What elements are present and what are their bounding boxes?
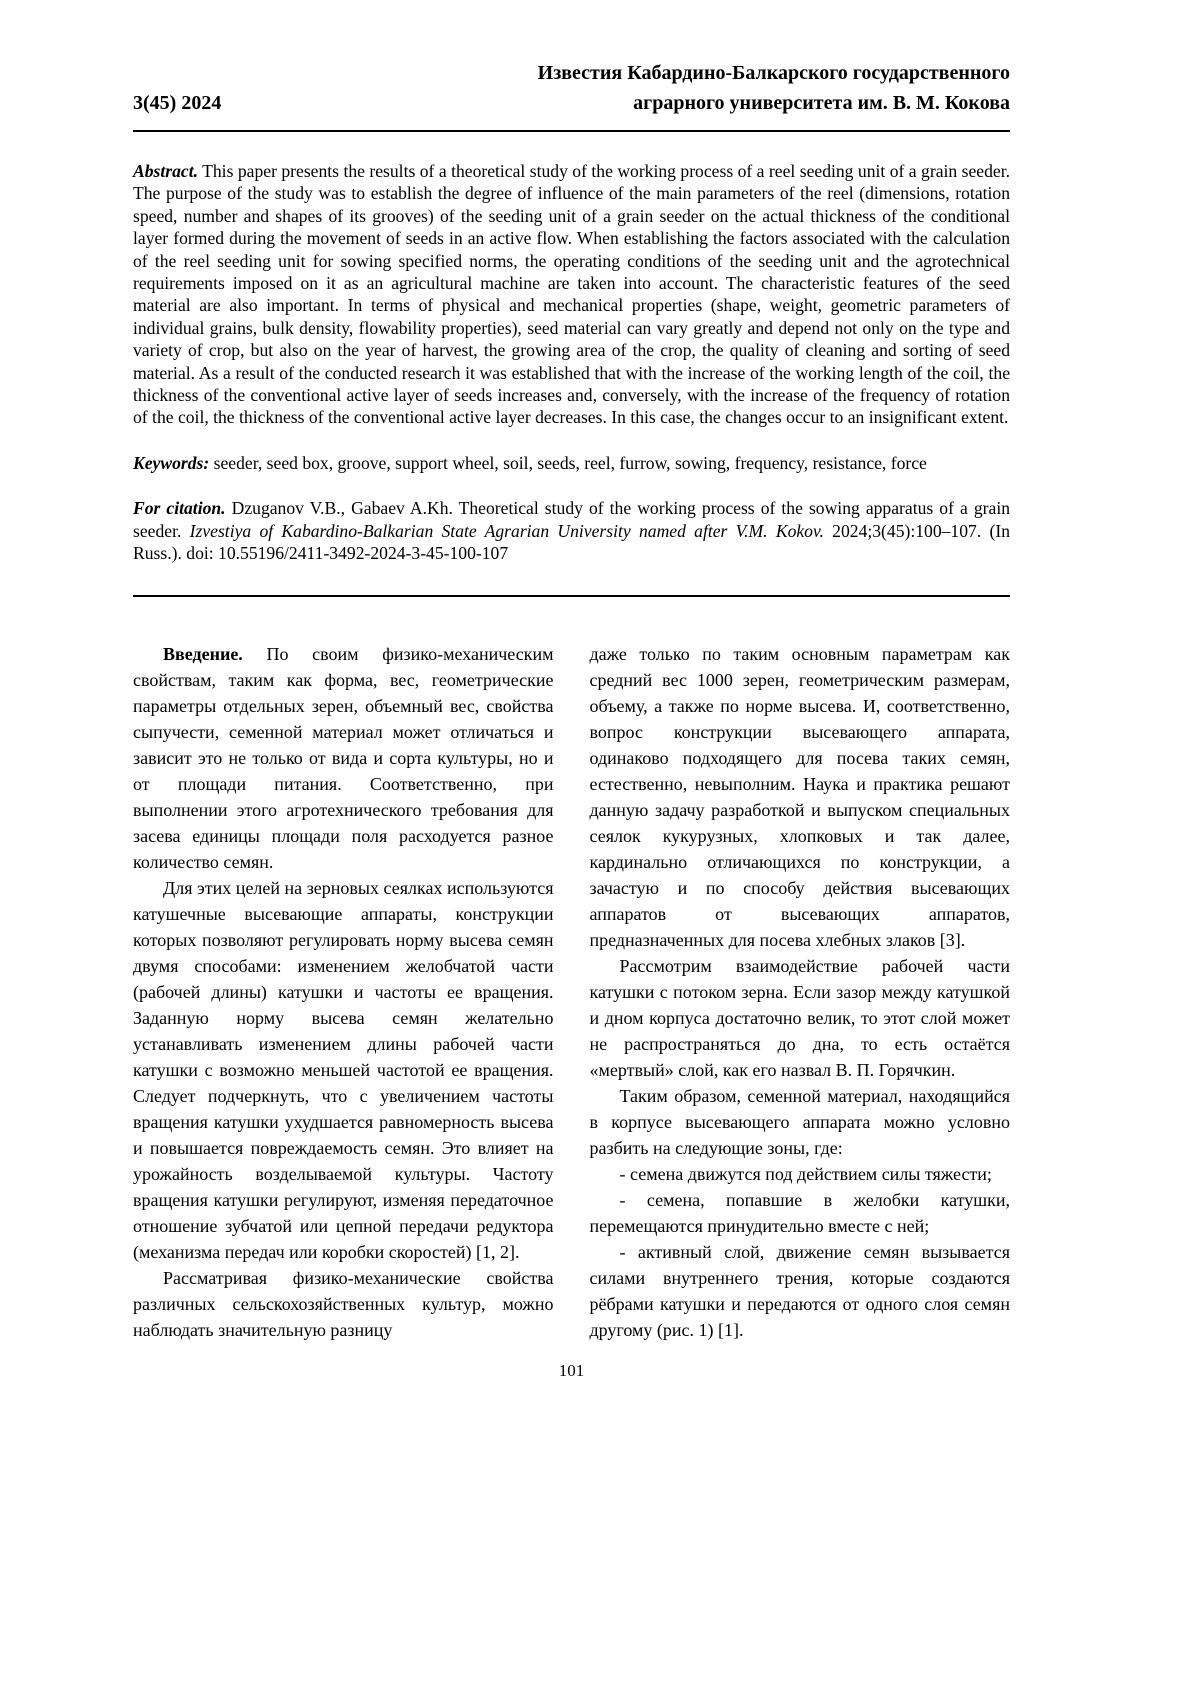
left-column: [133, 641, 554, 1343]
header-divider: [133, 130, 1010, 132]
section-divider: [133, 595, 1010, 597]
keywords-paragraph: [133, 452, 1010, 474]
paragraph: Таким образом, семенной материал, находящийся в корпусе высевающего аппарата можно условно разбить на следующие зоны, где:: [589, 1085, 1010, 1158]
article-body: [133, 641, 1010, 1343]
front-matter: [133, 160, 1010, 565]
paragraph: Рассматривая физико-механические свойства различных сельскохозяйственных культур, можно наблюдать значительную разницу: [133, 1267, 554, 1340]
intro-paragraph: [133, 641, 554, 875]
keywords-text: seeder, seed box, groove, support wheel, soil, seeds, reel, furrow, sowing, frequency, resistance, force: [213, 452, 927, 473]
list-item-paragraph: - семена, попавшие в желобки катушки, перемещаются принудительно вместе с ней;: [589, 1189, 1010, 1236]
right-column: [590, 641, 1011, 1343]
abstract-text: This paper presents the results of a theoretical study of the working process of a reel seeding unit of a grain seeder. The purpose of the study was to establish the degree of influence of the main parameters of the reel (dimensions, rotation speed, number and shapes of its grooves) of the seeding unit of a grain seeder on the actual thickness of the conditional layer formed during the movement of seeds in an active flow. When establishing the factors associated with the calculation of the reel seeding unit for sowing specified norms, the operating conditions of the seeding unit and the agrotechnical requirements imposed on it as an agricultural machine are taken into account. The characteristic features of the seed material are also important. In terms of physical and mechanical properties (shape, weight, geometric parameters of individual grains, bulk density, flowability properties), seed material can vary greatly and depend not only on the type and variety of crop, but also on the year of harvest, the growing area of the crop, the quality of cleaning and sorting of seed material. As a result of the conducted research it was established that with the increase of the working length of the coil, the thickness of the conventional active layer of seeds increases and, conversely, with the increase of the frequency of rotation of the coil, the thickness of the conventional active layer decreases. In this case, the changes occur to an insignificant extent.: [133, 161, 1010, 428]
keywords-label: Keywords:: [133, 452, 210, 473]
list-item-paragraph: - семена движутся под действием силы тяжести;: [619, 1163, 992, 1184]
citation-section: [133, 497, 1010, 564]
abstract-section: [133, 160, 1010, 429]
citation-journal-name: Izvestiya of Kabardino-Balkarian State Agrarian University named after V.M. Kokov.: [189, 520, 824, 541]
issue-number: 3(45) 2024: [133, 92, 222, 114]
paragraph: Для этих целей на зерновых сеялках используются катушечные высевающие аппараты, конструкции которых позволяют регулировать норму высева семян двумя способами: изменением желобчатой части (рабочей длины) катушки и частоты ее вращения. Заданную норму высева семян желательно устанавливать изменением длины рабочей части катушки с возможно меньшей частотой ее вращения. Следует подчеркнуть, что с увеличением частоты вращения катушки ухудшается равномерность высева и повышается повреждаемость семян. Это влияет на урожайность возделываемой культуры. Частоту вращения катушки регулируют, изменяя передаточное отношение зубчатой или цепной передачи редуктора (механизма передач или коробки скоростей) [1, 2].: [133, 877, 554, 1262]
keywords-section: [133, 452, 1010, 474]
journal-header: [133, 58, 1010, 118]
citation-label: For citation.: [133, 498, 226, 519]
citation-paragraph: [133, 497, 1010, 564]
journal-title-line2: аграрного университета им. В. М. Кокова: [633, 92, 1010, 114]
paragraph: Рассмотрим взаимодействие рабочей части катушки с потоком зерна. Если зазор между катушкой и дном корпуса достаточно велик, то этот слой может не распространяться до дна, то есть остаётся «мертвый» слой, как его назвал В. П. Горячкин.: [589, 955, 1010, 1080]
citation-doi: 2024;3(45):100–107. (In Russ.). doi: 10.55196/2411-3492-2024-3-45-100-107: [133, 520, 1011, 564]
list-item-paragraph: - активный слой, движение семян вызывается силами внутреннего трения, которые создаются рёбрами катушки и передаются от одного слоя семян другому (рис. 1) [1].: [589, 1241, 1010, 1340]
journal-title: [538, 58, 1010, 118]
intro-heading: Введение.: [163, 643, 243, 664]
paragraph-text: По своим физико-механическим свойствам, таким как форма, вес, геометрические параметры отдельных зерен, объемный вес, свойства сыпучести, семенной материал может отличаться и зависит это не только от вида и сорта культуры, но и от площади питания. Соответственно, при выполнении этого агротехнического требования для засева единицы площади поля расходуется разное количество семян.: [133, 643, 554, 872]
page-number: 101: [558, 1360, 585, 1380]
paragraph: даже только по таким основным параметрам как средний вес 1000 зерен, геометрическим размерам, объему, а также по норме высева. И, соответственно, вопрос конструкции высевающего аппарата, одинаково подходящего для посева таких семян, естественно, невыполним. Наука и практика решают данную задачу разработкой и выпуском специальных сеялок кукурузных, хлопковых и так далее, кардинально отличающихся по конструкции, а зачастую и по способу действия высевающих аппаратов от высевающих аппаратов, предназначенных для посева хлебных злаков [3].: [589, 643, 1010, 950]
abstract-label: Abstract.: [133, 161, 199, 181]
abstract-paragraph: [133, 160, 1010, 429]
citation-authors: Dzuganov V.B., Gabaev A.Kh. Theoretical study of the working process of the sowing apparatus of a grain seeder.: [133, 498, 1011, 541]
page-footer: [133, 1361, 1010, 1381]
journal-title-line1: Известия Кабардино-Балкарского государственного: [537, 62, 1010, 84]
